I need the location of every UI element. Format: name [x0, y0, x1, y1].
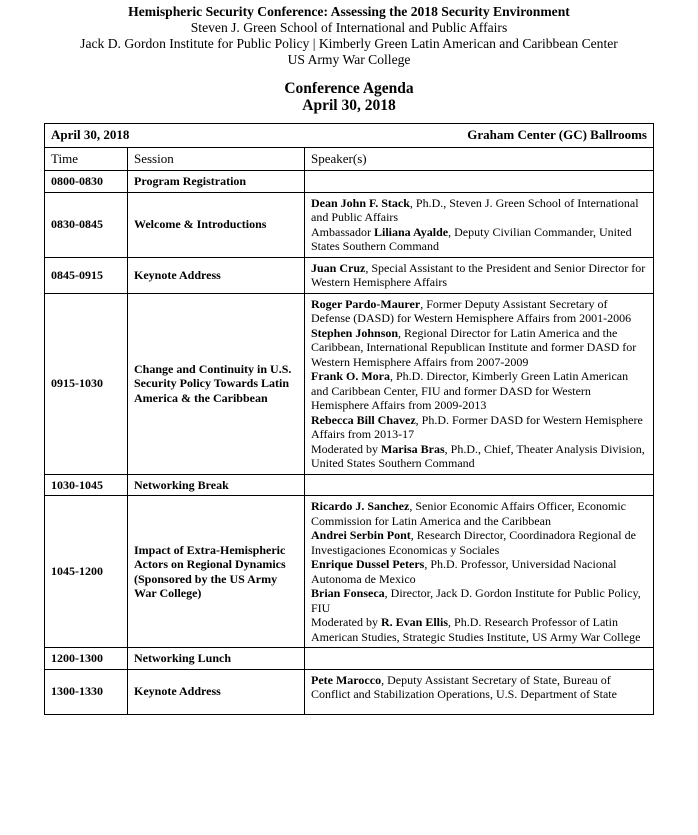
speaker-name: Brian Fonseca [311, 586, 385, 600]
row-time: 0830-0845 [45, 192, 128, 257]
speaker-title: , Deputy Assistant Secretary of State, Bureau of Conflict and Stabilization Operations, U.S. Department of State [311, 672, 617, 701]
speaker-title: , Senior Economic Affairs Officer, Economic Commission for Latin America and the Caribbean [311, 499, 627, 528]
row-speakers [305, 192, 654, 257]
speaker-title: , Former Deputy Assistant Secretary of Defense (DASD) for Western Hemisphere Affairs from 2001-2006 [311, 296, 632, 325]
date-venue-cell [45, 124, 654, 148]
speaker-entry [311, 413, 647, 442]
row-session: Networking Break [128, 474, 305, 496]
table-date: April 30, 2018 [51, 127, 130, 142]
speaker-title: , Director, Jack D. Gordon Institute for Public Policy, FIU [311, 586, 641, 615]
speaker-name: Rebecca Bill Chavez [311, 412, 416, 427]
speaker-name: Ricardo J. Sanchez [311, 499, 410, 513]
agenda-table [44, 123, 654, 715]
row-speakers [305, 171, 654, 193]
row-time: 0915-1030 [45, 293, 128, 474]
speaker-name: Liliana Ayalde [374, 224, 449, 239]
speaker-name: Andrei Serbin Pont [311, 528, 411, 542]
col-header-time: Time [45, 147, 128, 171]
row-speakers [305, 648, 654, 670]
row-session: Networking Lunch [128, 648, 305, 670]
row-session: Program Registration [128, 171, 305, 193]
speaker-entry [311, 557, 647, 586]
speaker-name: Frank O. Mora [311, 369, 390, 383]
agenda-heading [0, 80, 698, 114]
row-time: 1300-1330 [45, 669, 128, 714]
moderator-entry [311, 615, 647, 644]
row-session: Impact of Extra-Hemispheric Actors on Regional Dynamics (Sponsored by the US Army War College) [128, 496, 305, 648]
speaker-title: , Special Assistant to the President and Senior Director for Western Hemisphere Affairs [311, 260, 646, 289]
row-session: Welcome & Introductions [128, 192, 305, 257]
row-speakers [305, 293, 654, 474]
agenda-date: April 30, 2018 [302, 97, 396, 114]
row-speakers [305, 669, 654, 714]
table-row [45, 192, 654, 257]
host-institutes: Jack D. Gordon Institute for Public Policy | Kimberly Green Latin American and Caribbean Center [80, 36, 618, 51]
row-session: Change and Continuity in U.S. Security Policy Towards Latin America & the Caribbean [128, 293, 305, 474]
speaker-name: Juan Cruz [311, 260, 366, 275]
conference-header [0, 4, 698, 68]
host-army-college: US Army War College [287, 52, 411, 67]
speaker-prefix: Moderated by [311, 615, 381, 629]
conference-title: Hemispheric Security Conference: Assessing the 2018 Security Environment [128, 4, 570, 19]
col-header-speakers: Speaker(s) [305, 147, 654, 171]
table-row [45, 474, 654, 496]
column-header-row [45, 147, 654, 171]
table-title-row [45, 124, 654, 148]
host-school: Steven J. Green School of International and Public Affairs [190, 20, 508, 35]
moderator-entry [311, 442, 647, 471]
speaker-title: , Ph.D. Research Professor of Latin American Studies, Strategic Studies Institute, US Army War College [311, 615, 641, 644]
row-time: 1200-1300 [45, 648, 128, 670]
speaker-title: , Ph.D. Director, Kimberly Green Latin American and Caribbean Center, FIU and former DASD for Western Hemisphere Affairs from 2009-2013 [311, 369, 629, 412]
speaker-name: Pete Marocco [311, 672, 382, 687]
speaker-name: R. Evan Ellis [380, 615, 449, 629]
row-speakers [305, 474, 654, 496]
row-time: 1030-1045 [45, 474, 128, 496]
speaker-entry [311, 528, 647, 557]
speaker-title: , Ph.D. Professor, Universidad Nacional Autonoma de Mexico [311, 557, 617, 586]
speaker-entry [311, 326, 647, 370]
col-header-session: Session [128, 147, 305, 171]
speaker-title: , Regional Director for Latin America and the Caribbean, International Republican Institute and former DASD for Western Hemisphere Affairs from 2007-2009 [311, 325, 637, 369]
row-speakers [305, 257, 654, 293]
agenda-title: Conference Agenda [284, 80, 414, 97]
table-row [45, 648, 654, 670]
speaker-title: , Ph.D., Chief, Theater Analysis Division, United States Southern Command [311, 441, 645, 470]
speaker-entry [311, 673, 647, 702]
speaker-name: Dean John F. Stack [311, 195, 410, 210]
speaker-entry [311, 369, 647, 413]
speaker-title: , Research Director, Coordinadora Regional de Investigaciones Economicas y Sociales [311, 528, 636, 557]
speaker-name: Marisa Bras [380, 441, 445, 456]
speaker-prefix: Ambassador [311, 224, 374, 239]
row-session: Keynote Address [128, 669, 305, 714]
table-row [45, 669, 654, 714]
speaker-entry [311, 499, 647, 528]
speaker-entry [311, 261, 647, 290]
speaker-name: Roger Pardo-Maurer [311, 296, 421, 311]
table-row [45, 171, 654, 193]
table-row [45, 293, 654, 474]
speaker-entry [311, 225, 647, 254]
speaker-title: , Deputy Civilian Commander, United States Southern Command [311, 224, 632, 253]
speaker-name: Stephen Johnson [311, 325, 399, 340]
speaker-title: , Ph.D., Steven J. Green School of International and Public Affairs [311, 195, 639, 224]
speaker-name: Enrique Dussel Peters [311, 557, 425, 571]
row-time: 0845-0915 [45, 257, 128, 293]
speaker-prefix: Moderated by [311, 441, 381, 456]
speaker-title: , Ph.D. Former DASD for Western Hemisphere Affairs from 2013-17 [311, 412, 643, 441]
speaker-entry [311, 196, 647, 225]
speaker-entry [311, 297, 647, 326]
table-row [45, 496, 654, 648]
row-time: 0800-0830 [45, 171, 128, 193]
table-venue: Graham Center (GC) Ballrooms [467, 127, 647, 142]
speaker-entry [311, 586, 647, 615]
row-speakers [305, 496, 654, 648]
row-time: 1045-1200 [45, 496, 128, 648]
row-session: Keynote Address [128, 257, 305, 293]
table-row [45, 257, 654, 293]
